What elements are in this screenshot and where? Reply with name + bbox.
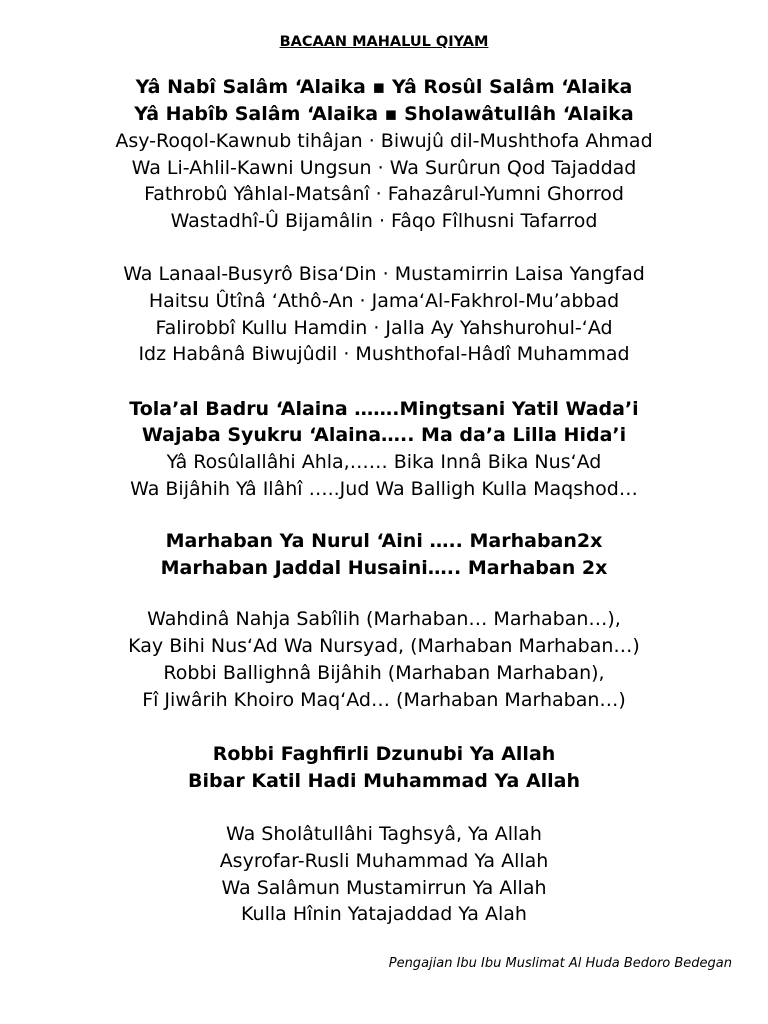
verse-line: Robbi Ballighnâ Bijâhih (Marhaban Marhaban), [163,662,605,684]
verse-line: Robbi Faghfirli Dzunubi Ya Allah [212,743,556,765]
verse-line: Wastadhî-Û Bijamâlin · Fâqo Fîlhusni Tafarrod [170,210,598,232]
verse-line: Tola’al Badru ‘Alaina …….Mingtsani Yatil Wada’i [129,398,639,420]
verse-line: Fî Jiwârih Khoiro Maq‘Ad… (Marhaban Marhaban…) [142,689,626,711]
verse-line: Wa Salâmun Mustamirrun Ya Allah [221,877,547,899]
verse-line: Asy-Roqol-Kawnub tihâjan · Biwujû dil-Mushthofa Ahmad [115,130,653,152]
verse-line: Kulla Hînin Yatajaddad Ya Alah [241,903,527,925]
page-title: BACAAN MAHALUL QIYAM [279,34,489,50]
verse-line: Wa Lanaal-Busyrô Bisa‘Din · Mustamirrin Laisa Yangfad [123,263,645,285]
verse-line: Falirobbî Kullu Hamdin · Jalla Ay Yahshurohul-‘Ad [155,317,613,339]
footer-credit: Pengajian Ibu Ibu Muslimat Al Huda Bedoro Bedegan [388,956,732,971]
verse-line: Bibar Katil Hadi Muhammad Ya Allah [187,770,581,792]
verse-line: Marhaban Jaddal Husaini….. Marhaban 2x [160,557,608,579]
verse-line: Yâ Rosûlallâhi Ahla,…… Bika Innâ Bika Nus‘Ad [166,451,602,473]
verse-line: Yâ Habîb Salâm ‘Alaika ▪ Sholawâtullâh ‘Alaika [134,103,634,125]
verse-line: Idz Habânâ Biwujûdil · Mushthofal-Hâdî Muhammad [138,343,630,365]
verse-line: Yâ Nabî Salâm ‘Alaika ▪ Yâ Rosûl Salâm ‘Alaika [135,76,633,98]
verse-line: Asyrofar-Rusli Muhammad Ya Allah [219,850,549,872]
verse-line: Kay Bihi Nus‘Ad Wa Nursyad, (Marhaban Marhaban…) [128,635,640,657]
verse-line: Wa Bijâhih Yâ Ilâhî …..Jud Wa Balligh Kulla Maqshod… [130,478,638,500]
verse-line: Wa Sholâtullâhi Taghsyâ, Ya Allah [226,823,542,845]
verse-line: Marhaban Ya Nurul ‘Aini ….. Marhaban2x [165,530,603,552]
verse-line: Wajaba Syukru ‘Alaina….. Ma da’a Lilla Hida’i [141,424,627,446]
verse-line: Wahdinâ Nahja Sabîlih (Marhaban… Marhaban…), [147,608,621,630]
verse-line: Haitsu Ûtînâ ‘Athô-An · Jama‘Al-Fakhrol-Mu’abbad [148,290,620,312]
verse-line: Wa Li-Ahlil-Kawni Ungsun · Wa Surûrun Qod Tajaddad [131,157,637,179]
verse-line: Fathrobû Yâhlal-Matsânî · Fahazârul-Yumni Ghorrod [144,183,624,205]
